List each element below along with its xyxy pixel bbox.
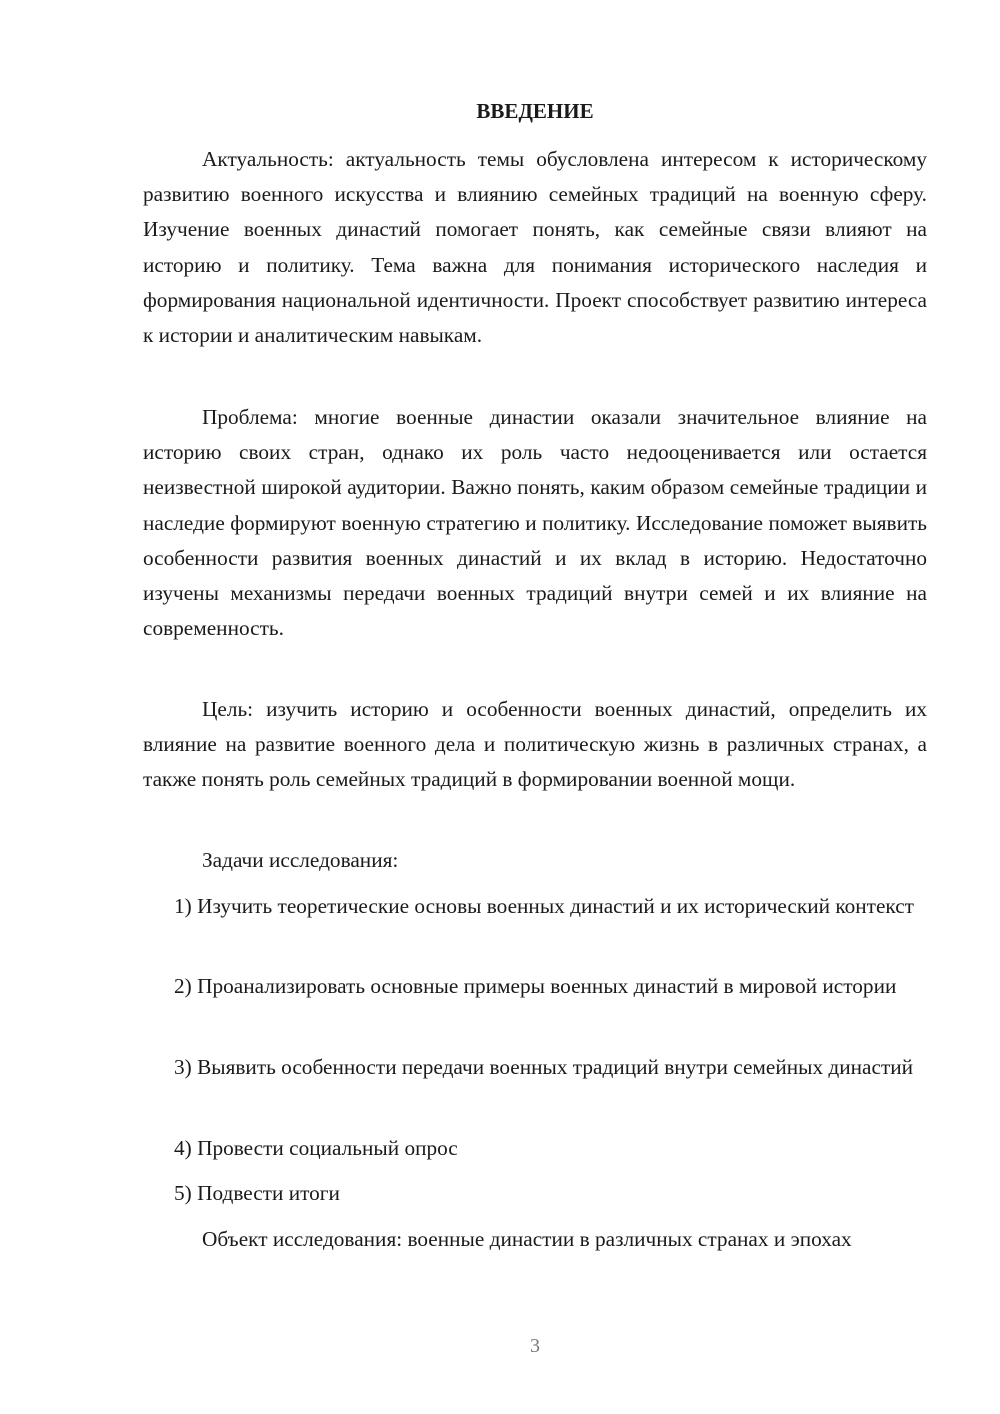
- page-number: 3: [530, 1335, 540, 1357]
- section-title: ВВЕДЕНИЕ: [476, 99, 594, 123]
- problem-paragraph: Проблема: многие военные династии оказали значительное влияние на историю своих стран, однако их роль часто недооценивается или остается неизвестной широкой аудитории. Важно понять, каким образом семейные традиции и наследие формируют военную стратегию и политику. Исследование поможет выявить особенности развития военных династий и их вклад в историю. Недостаточно изучены механизмы передачи военных традиций внутри семей и их влияние на современность.: [143, 405, 927, 641]
- task-item: 1) Изучить теоретические основы военных династий и их исторический контекст: [174, 894, 914, 918]
- task-item: 5) Подвести итоги: [174, 1181, 340, 1205]
- task-item: 4) Провести социальный опрос: [174, 1136, 458, 1160]
- actuality-paragraph: Актуальность: актуальность темы обусловлена интересом к историческому развитию военного искусства и влиянию семейных традиций на военную сферу. Изучение военных династий помогает понять, как семейные связи влияют на историю и политику. Тема важна для понимания исторического наследия и формирования национальной идентичности. Проект способствует развитию интереса к истории и аналитическим навыкам.: [143, 147, 927, 348]
- goal-paragraph: Цель: изучить историю и особенности военных династий, определить их влияние на развитие военного дела и политическую жизнь в различных странах, а также понять роль семейных традиций в формировании военной мощи.: [143, 697, 927, 792]
- task-item: 2) Проанализировать основные примеры военных династий в мировой истории: [174, 974, 897, 998]
- tasks-heading: Задачи исследования:: [202, 848, 399, 872]
- object-paragraph: Объект исследования: военные династии в различных странах и эпохах: [202, 1227, 852, 1251]
- task-item: 3) Выявить особенности передачи военных традиций внутри семейных династий: [174, 1055, 914, 1079]
- document-page: [143, 0, 927, 1414]
